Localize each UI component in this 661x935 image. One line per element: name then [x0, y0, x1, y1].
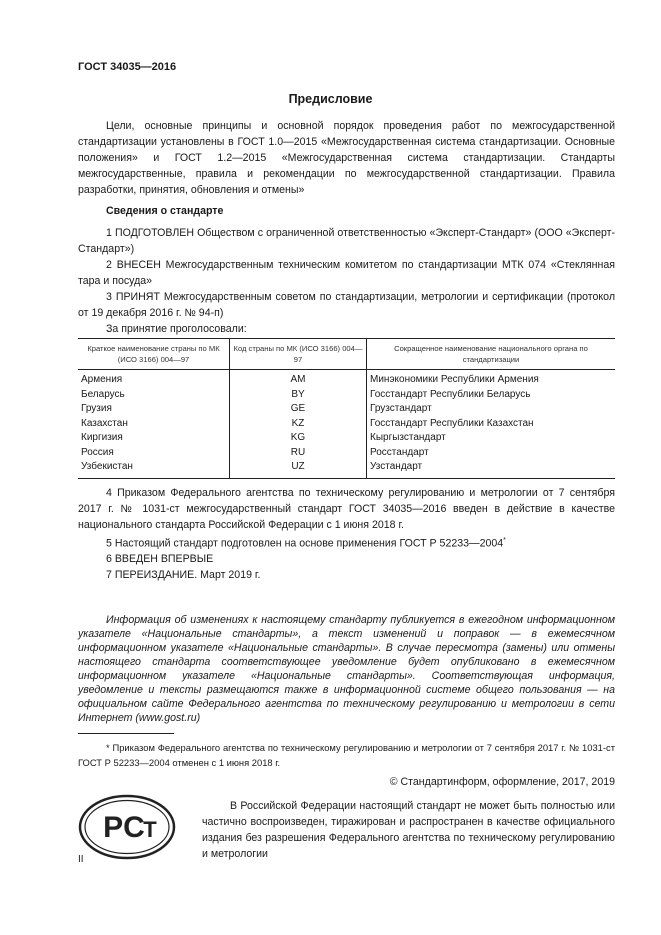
table-header: Сокращенное наименование национального органа по стандартизации: [367, 339, 616, 370]
country-code: BY: [230, 388, 367, 403]
svg-text:PC: PC: [103, 811, 145, 845]
table-row: [78, 402, 615, 417]
country-name: Беларусь: [78, 388, 230, 403]
standards-body: Узстандарт: [370, 461, 423, 472]
country-name: Грузия: [78, 402, 230, 417]
table-row: [78, 446, 615, 461]
country-code: KZ: [230, 417, 367, 432]
page-body: [78, 118, 615, 865]
info-item-6: 6 ВВЕДЕН ВПЕРВЫЕ: [106, 553, 214, 566]
notice-paragraph: Информация об изменениях к настоящему стандарту публикуется в ежегодном информационном указателе «Национальные стандарты», а текст изменений и поправок — в ежемесячном информационном указателе «Национальные стандарты». В случае пересмотра (замены) или отмены настоящего стандарта соответствующее уведомление будет опубликовано в ежемесячном информационном указателе «Национальные стандарты». Соответствующая информация, уведомление и тексты размещаются также в информационной системе общего пользования — на официальном сайте Федерального агентства по техническому регулированию и метрологии в сети Интернет (www.gost.ru): [78, 614, 615, 725]
page-title: Предисловие: [288, 92, 373, 106]
country-code: KG: [230, 431, 367, 446]
country-code: GE: [230, 402, 367, 417]
country-name: Киргизия: [78, 431, 230, 446]
country-name: Россия: [78, 446, 230, 461]
svg-text:T: T: [143, 817, 157, 843]
standards-body: Госстандарт Республики Казахстан: [370, 417, 534, 429]
standards-body: Кыргызстандарт: [370, 432, 446, 443]
country-name: Армения: [78, 370, 230, 388]
footnote-mark: *: [503, 536, 506, 544]
footnote: * Приказом Федерального агентства по техническому регулированию и метрологии от 7 сентября 2017 г. № 1031-ст ГОСТ Р 52233—2004 отменен с 1 июня 2018 г.: [78, 742, 615, 769]
table-row: [78, 388, 615, 403]
standards-body: Минэкономики Республики Армения: [370, 374, 539, 385]
table-row: [78, 431, 615, 446]
country-code: RU: [230, 446, 367, 461]
table-row: [78, 460, 615, 478]
country-code: AM: [230, 370, 367, 388]
info-item-7: 7 ПЕРЕИЗДАНИЕ. Март 2019 г.: [106, 569, 261, 582]
document-id: ГОСТ 34035—2016: [78, 61, 177, 73]
country-name: Узбекистан: [78, 460, 230, 478]
info-item-3: 3 ПРИНЯТ Межгосударственным советом по стандартизации, метрологии и сертификации (протокол от 19 декабря 2016 г. № 94-п): [78, 291, 615, 319]
table-row: [78, 417, 615, 432]
rst-logo: [78, 794, 176, 860]
publisher-block: [78, 794, 615, 865]
logo-column: [78, 794, 202, 865]
table-row: [78, 370, 615, 388]
footnote-divider: [78, 733, 174, 734]
info-item-1: 1 ПОДГОТОВЛЕН Обществом с ограниченной ответственностью «Эксперт-Стандарт» (ООО «Эксперт-Стандарт»): [78, 227, 615, 255]
table-header: Краткое наименование страны по МК (ИСО 3166) 004—97: [78, 339, 230, 370]
voting-table: [78, 338, 615, 479]
country-code: UZ: [230, 460, 367, 478]
standards-body: Росстандарт: [370, 446, 429, 458]
rights-notice: В Российской Федерации настоящий стандарт не может быть полностью или частично воспроизведен, тиражирован и распространен в качестве официального издания без разрешения Федерального агентства по техническому регулированию и метрологии: [202, 800, 615, 861]
standards-body: Грузстандарт: [370, 403, 432, 414]
intro-paragraph: Цели, основные принципы и основной порядок проведения работ по межгосударственной стандартизации установлены в ГОСТ 1.0—2015 «Межгосударственная система стандартизации. Основные положения» и ГОСТ 1.2—2015 «Межгосударственная система стандартизации. Стандарты межгосударственные, правила и рекомендации по межгосударственной стандартизации. Правила разработки, принятия, обновления и отмены»: [78, 120, 615, 196]
voted-label: За принятие проголосовали:: [106, 323, 247, 335]
info-heading: Сведения о стандарте: [106, 205, 224, 217]
info-item-4: 4 Приказом Федерального агентства по техническому регулированию и метрологии от 7 сентября 2017 г. № 1031-ст межгосударственный стандарт ГОСТ 34035—2016 введен в действие в качестве национального стандарта Российской Федерации с 1 июня 2018 г.: [78, 486, 615, 531]
standards-body: Госстандарт Республики Беларусь: [370, 388, 531, 400]
info-item-5: [78, 533, 615, 552]
page-number: II: [78, 854, 84, 866]
country-name: Казахстан: [78, 417, 230, 432]
info-item-2: 2 ВНЕСЕН Межгосударственным техническим комитетом по стандартизации МТК 074 «Стеклянная тара и посуда»: [78, 259, 615, 287]
copyright: © Стандартинформ, оформление, 2017, 2019: [389, 776, 615, 789]
info-item-5-text: 5 Настоящий стандарт подготовлен на основе применения ГОСТ Р 52233—2004: [106, 537, 504, 550]
table-header: Код страны по МК (ИСО 3166) 004—97: [230, 339, 367, 370]
